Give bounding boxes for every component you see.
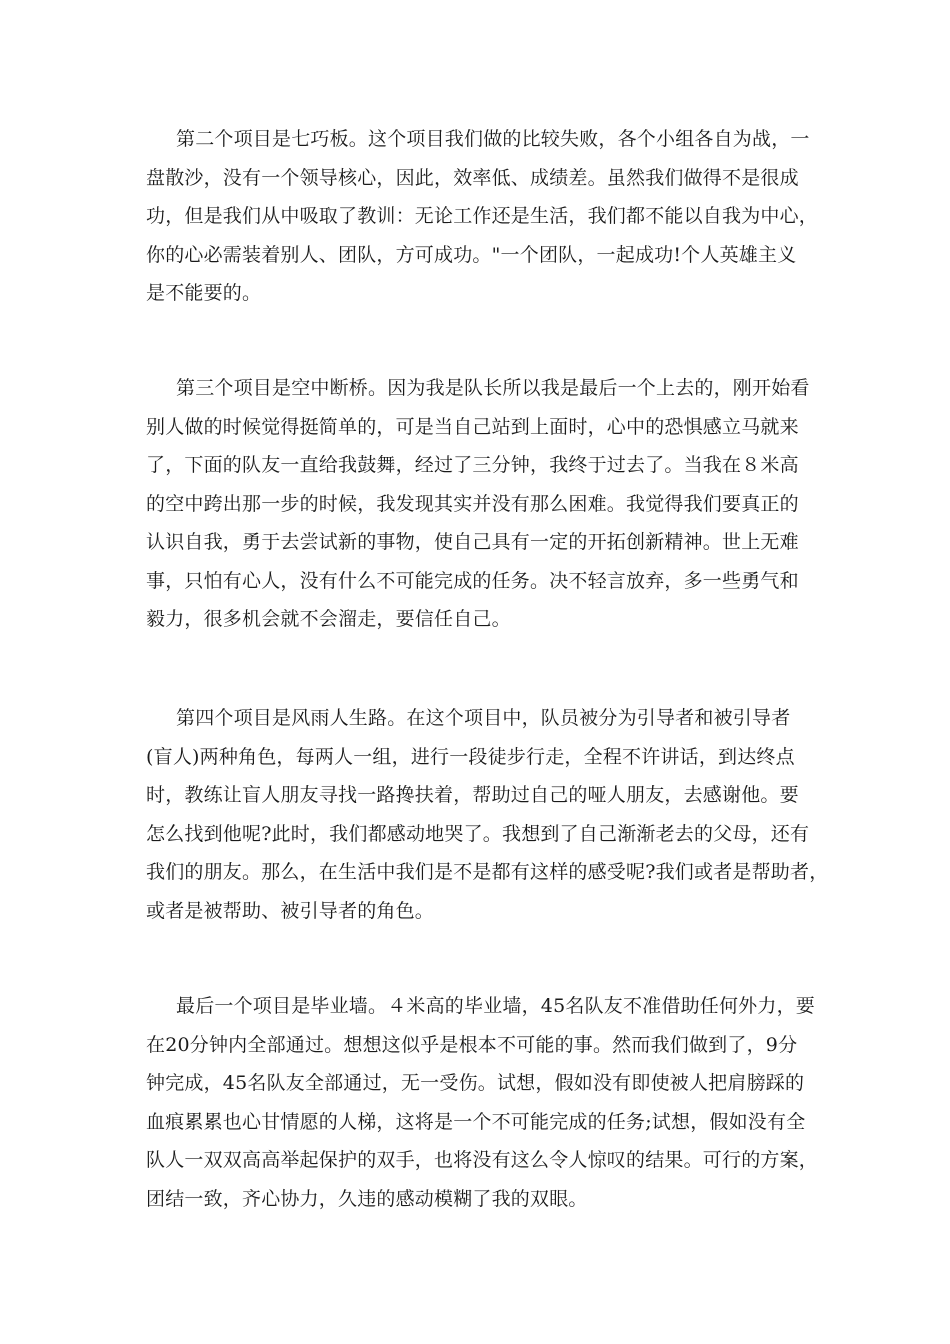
paragraph-line: 是不能要的。 [146, 282, 262, 304]
paragraph-graduation-wall [146, 987, 818, 1218]
paragraph-line: 认识自我，勇于去尝试新的事物，使自己具有一定的开拓创新精神。世上无难 [146, 531, 799, 553]
paragraph-line: 怎么找到他呢?此时，我们都感动地哭了。我想到了自己渐渐老去的父母，还有 [146, 822, 810, 845]
paragraph-line: 第二个项目是七巧板。这个项目我们做的比较失败，各个小组各自为战，一 [176, 128, 810, 150]
paragraph-line: 或者是被帮助、被引导者的角色。 [146, 899, 435, 922]
paragraph-line: 了，下面的队友一直给我鼓舞，经过了三分钟，我终于过去了。当我在８米高 [146, 454, 799, 476]
paragraph-line: 别人做的时候觉得挺简单的，可是当自己站到上面时，心中的恐惧感立马就来 [146, 415, 799, 438]
paragraph-line: 时，教练让盲人朋友寻找一路搀扶着，帮助过自己的哑人朋友，去感谢他。要 [146, 784, 799, 806]
paragraph-tangram [146, 120, 818, 313]
paragraph-line: 毅力，很多机会就不会溜走，要信任自己。 [146, 608, 511, 630]
paragraph-line: 功，但是我们从中吸取了教训：无论工作还是生活，我们都不能以自我为中心， [146, 205, 819, 227]
paragraph-line: 在20分钟内全部通过。想想这似乎是根本不可能的事。然而我们做到了，9分 [146, 1033, 798, 1056]
paragraph-line: 的空中跨出那一步的时候，我发现其实并没有那么困难。我觉得我们要真正的 [146, 492, 799, 515]
paragraph-line: 最后一个项目是毕业墙。４米高的毕业墙，45名队友不准借助任何外力，要 [176, 995, 815, 1017]
paragraph-line: 事，只怕有心人，没有什么不可能完成的任务。决不轻言放弃，多一些勇气和 [146, 569, 799, 592]
paragraph-line: 血痕累累也心甘情愿的人梯，这将是一个不可能完成的任务;试想，假如没有全 [146, 1110, 806, 1133]
paragraph-broken-bridge [146, 369, 818, 639]
paragraph-line: 我们的朋友。那么，在生活中我们是不是都有这样的感受呢?我们或者是帮助者， [146, 861, 829, 883]
paragraph-line: 钟完成，45名队友全部通过，无一受伤。试想，假如没有即使被人把肩膀踩的 [146, 1072, 805, 1094]
paragraph-line: (盲人)两种角色，每两人一组，进行一段徒步行走，全程不许讲话，到达终点 [146, 745, 795, 768]
paragraph-line: 第三个项目是空中断桥。因为我是队长所以我是最后一个上去的，刚开始看 [176, 377, 810, 399]
paragraph-line: 你的心必需装着别人、团队，方可成功。"一个团队，一起成功!个人英雄主义 [146, 243, 797, 266]
paragraph-line: 队人一双双高高举起保护的双手，也将没有这么令人惊叹的结果。可行的方案， [146, 1149, 819, 1171]
paragraph-line: 团结一致，齐心协力，久违的感动模糊了我的双眼。 [146, 1187, 588, 1210]
paragraph-line: 盘散沙，没有一个领导核心，因此，效率低、成绩差。虽然我们做得不是很成 [146, 166, 799, 189]
paragraph-life-road [146, 699, 829, 930]
paragraph-line: 第四个项目是风雨人生路。在这个项目中，队员被分为引导者和被引导者 [176, 707, 791, 729]
